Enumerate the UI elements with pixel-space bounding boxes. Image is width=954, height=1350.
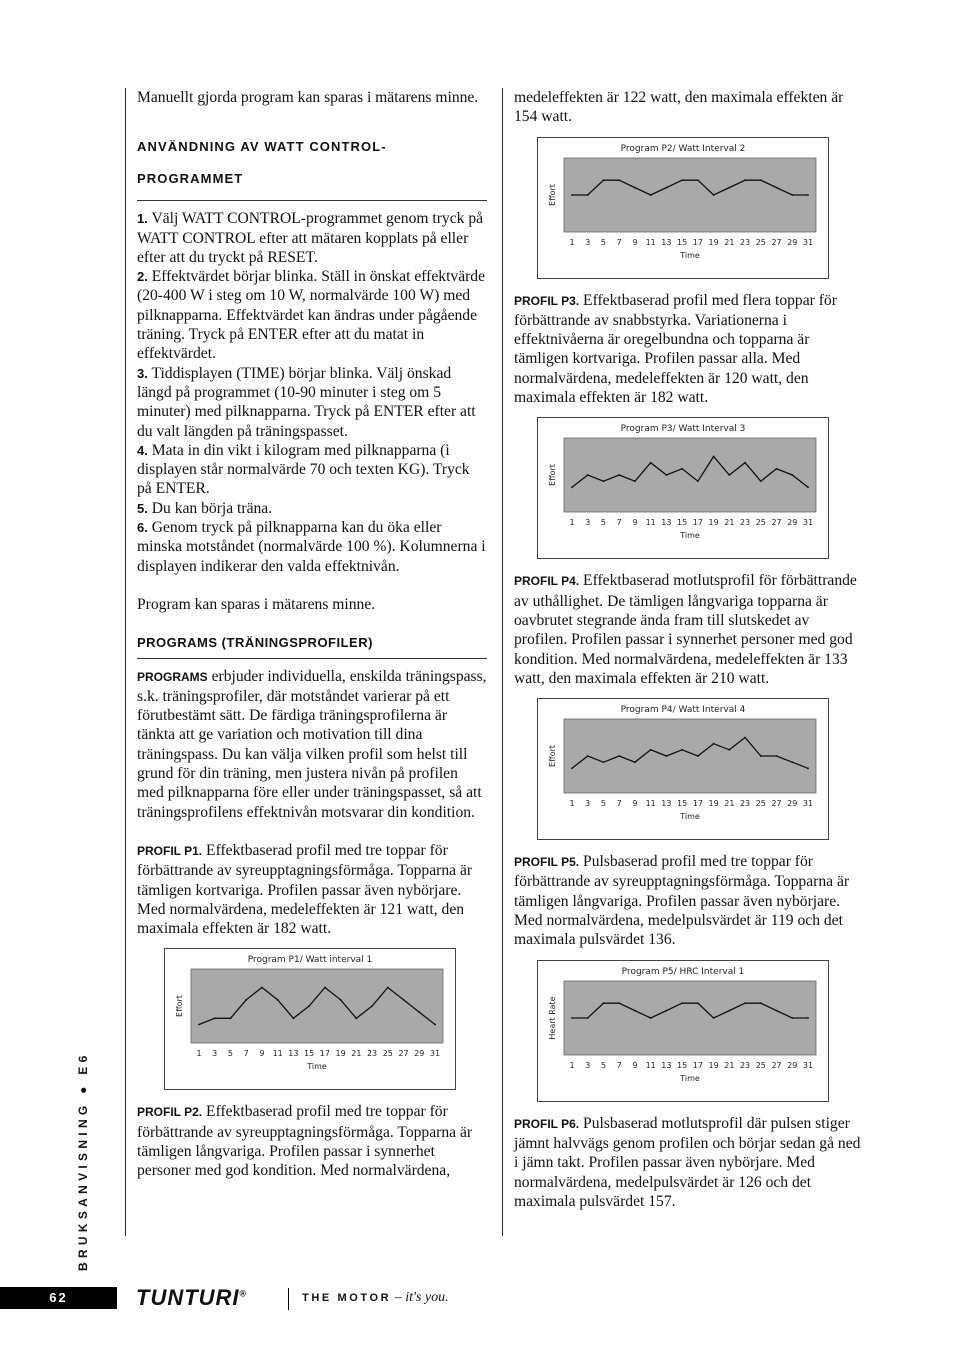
x-tick-label: 29 xyxy=(787,237,798,247)
left-column-rule xyxy=(125,88,126,1236)
chart-svg xyxy=(165,949,455,1089)
y-axis-label: Effort xyxy=(175,995,184,1018)
data-point xyxy=(791,761,793,763)
chart-title: Program P1/ Watt interval 1 xyxy=(247,955,373,966)
data-point xyxy=(807,1017,809,1019)
step-number: 1. xyxy=(137,211,148,227)
data-point xyxy=(713,194,715,196)
x-tick-label: 23 xyxy=(366,1049,378,1059)
x-tick-label: 5 xyxy=(600,518,607,528)
x-tick-label: 21 xyxy=(724,518,735,528)
data-point xyxy=(587,194,589,196)
profile-p5-paragraph: PROFIL P5. Pulsbaserad profil med tre toppar för förbättrande av syreupptagningsförmåga. Topparna är tämligen långvariga. Profilen passar även nybörjare. Med normalvärdena, medelpulsvärdet är 119 och det maximala pulsvärdet 136. xyxy=(514,853,850,949)
step-item xyxy=(137,267,487,363)
data-point xyxy=(371,1005,373,1007)
data-point xyxy=(308,1005,310,1007)
data-point xyxy=(434,1024,436,1026)
data-point xyxy=(587,755,589,757)
brand-motto: THE MOTOR – it's you. xyxy=(302,1290,449,1305)
data-point xyxy=(587,474,589,476)
x-tick-label: 21 xyxy=(724,237,735,247)
data-point xyxy=(571,194,573,196)
data-point xyxy=(776,1009,778,1011)
x-tick-label: 3 xyxy=(585,518,591,528)
chart-svg xyxy=(538,699,828,839)
data-point xyxy=(776,468,778,470)
data-point xyxy=(681,468,683,470)
x-tick-label: 13 xyxy=(661,518,672,528)
data-point xyxy=(634,481,636,483)
x-tick-label: 9 xyxy=(632,518,638,528)
page-number: 62 xyxy=(0,1287,117,1309)
data-point xyxy=(728,474,730,476)
x-tick-label: 15 xyxy=(677,237,688,247)
data-point xyxy=(728,749,730,751)
data-point xyxy=(340,999,342,1001)
data-point xyxy=(571,768,573,770)
x-tick-label: 17 xyxy=(692,237,703,247)
x-tick-label: 25 xyxy=(755,518,766,528)
profile-p4-paragraph: PROFIL P4. Effektbaserad motlutsprofil för förbättrande av uthållighet. De tämligen långvariga topparna är oavbrutet stegrande ända fram till slutskedet av profilen. Profilen passar i synnerhet personer med god kondition. Med normalvärdena, medeleffekten är 133 watt, den maximala effekten är 210 watt. xyxy=(514,572,857,687)
x-tick-label: 19 xyxy=(708,799,719,809)
data-point xyxy=(650,194,652,196)
plot-area xyxy=(564,981,816,1055)
chart-title: Program P2/ Watt Interval 2 xyxy=(620,143,746,154)
y-axis-label: Effort xyxy=(548,745,557,768)
data-point xyxy=(713,456,715,458)
x-tick-label: 15 xyxy=(677,518,688,528)
data-point xyxy=(666,186,668,188)
step-number: 2. xyxy=(137,269,148,285)
programs-paragraph: PROGRAMS erbjuder individuella, enskilda träningspass, s.k. träningsprofiler, där motståndet varierar på ett förutbestämt sätt. De färdiga träningsprofilerna är tänkta att ge variation och motivation till dina träningspass. Du kan välja vilken profil som helst till grund för din träning, men justera nivån på profilen med pilknapparna före eller under träningspasset, så att träningsprofilens effektnivån motsvarar din kondition. xyxy=(137,667,487,821)
x-tick-label: 13 xyxy=(661,237,672,247)
x-tick-label: 19 xyxy=(335,1049,346,1059)
x-tick-label: 31 xyxy=(802,799,814,809)
x-tick-label: 15 xyxy=(677,799,688,809)
x-tick-label: 25 xyxy=(755,237,766,247)
x-tick-label: 1 xyxy=(569,518,575,528)
data-point xyxy=(324,987,326,989)
x-tick-label: 13 xyxy=(288,1049,299,1059)
data-point xyxy=(666,1009,668,1011)
x-tick-label: 29 xyxy=(787,518,798,528)
chart-p2 xyxy=(537,137,829,279)
chart-p5 xyxy=(537,960,829,1102)
x-tick-label: 21 xyxy=(351,1049,362,1059)
x-tick-label: 3 xyxy=(212,1049,218,1059)
x-tick-label: 9 xyxy=(632,1060,638,1070)
data-point xyxy=(587,1017,589,1019)
x-tick-label: 21 xyxy=(724,1060,735,1070)
data-point xyxy=(650,1017,652,1019)
data-point xyxy=(571,487,573,489)
step-item xyxy=(137,209,487,267)
data-point xyxy=(791,194,793,196)
chart-svg xyxy=(538,138,828,278)
data-point xyxy=(618,755,620,757)
x-tick-label: 11 xyxy=(645,1060,656,1070)
step-text: Tiddisplayen (TIME) börjar blinka. Välj önskad längd på programmet (10-90 minuter i steg om 5 minuter) med pilknapparna. Tryck på ENTER efter att du valt längden på träningspasset. xyxy=(137,364,476,440)
x-tick-label: 3 xyxy=(585,237,591,247)
x-tick-label: 27 xyxy=(771,518,782,528)
intro-text: Manuellt gjorda program kan sparas i mätarens minne. xyxy=(137,89,479,106)
x-tick-label: 15 xyxy=(677,1060,688,1070)
data-point xyxy=(791,474,793,476)
tunturi-logo: TUNTURI® xyxy=(136,1285,248,1310)
footer-divider xyxy=(288,1288,289,1310)
data-point xyxy=(697,481,699,483)
data-point xyxy=(807,194,809,196)
x-axis-label: Time xyxy=(680,812,700,822)
step-number: 5. xyxy=(137,500,148,516)
x-tick-label: 3 xyxy=(585,1060,591,1070)
data-point xyxy=(744,462,746,464)
x-tick-label: 17 xyxy=(692,799,703,809)
step-text: Mata in din vikt i kilogram med pilknapparna (i displayen står normalvärde 70 och texten KG). Tryck på ENTER. xyxy=(137,441,470,498)
p2-continuation: medeleffekten är 122 watt, den maximala effekten är 154 watt. xyxy=(514,89,844,126)
section-heading-watt-control: ANVÄNDNING AV WATT CONTROL-PROGRAMMET xyxy=(137,131,487,201)
step-number: 6. xyxy=(137,520,148,536)
x-tick-label: 27 xyxy=(771,1060,782,1070)
data-point xyxy=(634,186,636,188)
x-tick-label: 23 xyxy=(739,518,751,528)
x-tick-label: 17 xyxy=(692,1060,703,1070)
data-point xyxy=(697,755,699,757)
x-axis-label: Time xyxy=(680,1073,700,1083)
chart-svg xyxy=(538,961,828,1101)
x-tick-label: 25 xyxy=(382,1049,393,1059)
data-point xyxy=(666,474,668,476)
chart-title: Program P5/ HRC Interval 1 xyxy=(621,966,745,977)
plot-area xyxy=(564,158,816,232)
x-tick-label: 31 xyxy=(429,1049,441,1059)
x-tick-label: 17 xyxy=(319,1049,330,1059)
data-point xyxy=(760,481,762,483)
step-item xyxy=(137,441,487,499)
chart-p1 xyxy=(164,948,456,1090)
x-tick-label: 31 xyxy=(802,518,814,528)
data-point xyxy=(245,999,247,1001)
x-tick-label: 13 xyxy=(661,1060,672,1070)
step-item xyxy=(137,518,487,576)
x-tick-label: 25 xyxy=(755,799,766,809)
data-point xyxy=(618,1002,620,1004)
step-number: 3. xyxy=(137,365,148,381)
x-tick-label: 21 xyxy=(724,799,735,809)
data-point xyxy=(571,1017,573,1019)
chart-p3 xyxy=(537,417,829,559)
data-point xyxy=(744,737,746,739)
section-heading-programs: PROGRAMS (TRÄNINGSPROFILER) xyxy=(137,633,487,658)
x-tick-label: 11 xyxy=(645,518,656,528)
data-point xyxy=(603,1002,605,1004)
data-point xyxy=(728,1009,730,1011)
x-axis-label: Time xyxy=(680,250,700,260)
x-tick-label: 7 xyxy=(616,518,622,528)
x-tick-label: 11 xyxy=(645,799,656,809)
data-point xyxy=(198,1024,200,1026)
data-point xyxy=(791,1017,793,1019)
data-point xyxy=(634,761,636,763)
data-point xyxy=(776,755,778,757)
x-tick-label: 17 xyxy=(692,518,703,528)
center-column-rule xyxy=(502,88,503,1236)
x-tick-label: 1 xyxy=(196,1049,202,1059)
data-point xyxy=(293,1018,295,1020)
chart-svg xyxy=(538,418,828,558)
x-tick-label: 31 xyxy=(802,1060,814,1070)
step-item xyxy=(137,499,487,518)
x-tick-label: 23 xyxy=(739,237,751,247)
data-point xyxy=(760,755,762,757)
step-number: 4. xyxy=(137,442,148,458)
data-point xyxy=(807,487,809,489)
x-tick-label: 9 xyxy=(259,1049,265,1059)
data-point xyxy=(603,481,605,483)
step-text: Du kan börja träna. xyxy=(151,499,273,517)
data-point xyxy=(387,987,389,989)
x-tick-label: 5 xyxy=(227,1049,234,1059)
x-tick-label: 5 xyxy=(600,237,607,247)
profile-p3-paragraph: PROFIL P3. Effektbaserad profil med flera toppar för förbättrande av snabbstyrka. Variationerna i effektnivåerna är oregelbundna och topparna är tämligen kortvariga. Profilen passar alla. Med normalvärdena, medeleffekten är 120 watt, den maximala effekten är 182 watt. xyxy=(514,291,837,407)
x-tick-label: 15 xyxy=(304,1049,315,1059)
data-point xyxy=(277,999,279,1001)
data-point xyxy=(403,999,405,1001)
chart-title: Program P3/ Watt Interval 3 xyxy=(620,424,746,435)
data-point xyxy=(776,186,778,188)
data-point xyxy=(618,179,620,181)
data-point xyxy=(355,1018,357,1020)
save-note: Program kan sparas i mätarens minne. xyxy=(137,595,376,613)
x-tick-label: 1 xyxy=(569,237,575,247)
data-point xyxy=(618,474,620,476)
chart-p4 xyxy=(537,698,829,840)
data-point xyxy=(634,1009,636,1011)
step-item xyxy=(137,364,487,441)
x-tick-label: 31 xyxy=(802,237,814,247)
data-point xyxy=(681,1002,683,1004)
x-tick-label: 7 xyxy=(616,237,622,247)
data-point xyxy=(230,1018,232,1020)
x-tick-label: 9 xyxy=(632,799,638,809)
x-tick-label: 23 xyxy=(739,1060,751,1070)
x-tick-label: 29 xyxy=(787,799,798,809)
x-tick-label: 5 xyxy=(600,799,607,809)
x-tick-label: 7 xyxy=(616,799,622,809)
right-column xyxy=(514,88,864,1211)
data-point xyxy=(697,1002,699,1004)
chart-title: Program P4/ Watt Interval 4 xyxy=(620,705,746,716)
data-point xyxy=(681,179,683,181)
x-tick-label: 7 xyxy=(243,1049,249,1059)
x-tick-label: 7 xyxy=(616,1060,622,1070)
data-point xyxy=(603,761,605,763)
x-tick-label: 27 xyxy=(771,237,782,247)
step-text: Effektvärdet börjar blinka. Ställ in önskat effektvärde (20-400 W i steg om 10 W, normalvärde 100 W) med pilknapparna. Effektvärdet kan ändras under pågående träning. Tryck på ENTER efter att du matat in effektvärdet. xyxy=(137,268,486,363)
x-tick-label: 27 xyxy=(398,1049,409,1059)
x-tick-label: 11 xyxy=(272,1049,283,1059)
data-point xyxy=(744,1002,746,1004)
data-point xyxy=(681,749,683,751)
data-point xyxy=(713,743,715,745)
x-tick-label: 9 xyxy=(632,237,638,247)
x-tick-label: 19 xyxy=(708,1060,719,1070)
data-point xyxy=(650,749,652,751)
y-axis-label: Heart Rate xyxy=(548,996,557,1040)
data-point xyxy=(603,179,605,181)
data-point xyxy=(760,1002,762,1004)
y-axis-label: Effort xyxy=(548,183,557,206)
sidebar-manual-title: BRUKSANVISNING ● E6 xyxy=(76,1051,90,1271)
x-axis-label: Time xyxy=(680,531,700,541)
x-tick-label: 11 xyxy=(645,237,656,247)
x-tick-label: 5 xyxy=(600,1060,607,1070)
left-column xyxy=(137,88,487,1181)
plot-area xyxy=(191,969,443,1043)
x-axis-label: Time xyxy=(307,1062,327,1072)
x-tick-label: 29 xyxy=(787,1060,798,1070)
step-text: Välj WATT CONTROL-programmet genom tryck på WATT CONTROL efter att mätaren kopplats på eller efter att du tryckt på RESET. xyxy=(137,210,484,266)
x-tick-label: 27 xyxy=(771,799,782,809)
profile-p6-paragraph: PROFIL P6. Pulsbaserad motlutsprofil där pulsen stiger jämnt halvvägs genom profilen och börjar sedan gå ned i jämn takt. Profilen passar även nybörjare. Med normalvärdena, medelpulsvärdet är 126 och det maximala pulsvärdet 157. xyxy=(514,1114,861,1210)
x-tick-label: 19 xyxy=(708,237,719,247)
data-point xyxy=(261,987,263,989)
x-tick-label: 13 xyxy=(661,799,672,809)
step-text: Genom tryck på pilknapparna kan du öka eller minska motståndet (normalvärde 100 %). Kolumnerna i displayen indikerar den valda effektnivån. xyxy=(137,519,486,575)
x-tick-label: 29 xyxy=(414,1049,425,1059)
data-point xyxy=(760,179,762,181)
x-tick-label: 1 xyxy=(569,799,575,809)
profile-p2-paragraph: PROFIL P2. Effektbaserad profil med tre toppar för förbättrande av syreupptagningsförmåga. Topparna är tämligen långvariga. Profilen passar i synnerhet personer med god kondition. Med normalvärdena, xyxy=(137,1103,473,1180)
data-point xyxy=(744,179,746,181)
data-point xyxy=(214,1018,216,1020)
data-point xyxy=(666,755,668,757)
data-point xyxy=(418,1012,420,1014)
x-tick-label: 1 xyxy=(569,1060,575,1070)
x-tick-label: 19 xyxy=(708,518,719,528)
x-tick-label: 3 xyxy=(585,799,591,809)
data-point xyxy=(650,462,652,464)
x-tick-label: 25 xyxy=(755,1060,766,1070)
data-point xyxy=(713,1017,715,1019)
profile-p1-paragraph: PROFIL P1. Effektbaserad profil med tre toppar för förbättrande av syreupptagningsförmåga. Topparna är tämligen kortvariga. Profilen passar även nybörjare. Med normalvärdena, medeleffekten är 121 watt, den maximala effekten är 182 watt. xyxy=(137,841,473,938)
data-point xyxy=(728,186,730,188)
x-tick-label: 23 xyxy=(739,799,751,809)
data-point xyxy=(807,768,809,770)
data-point xyxy=(697,179,699,181)
steps-list xyxy=(137,209,487,576)
y-axis-label: Effort xyxy=(548,464,557,487)
